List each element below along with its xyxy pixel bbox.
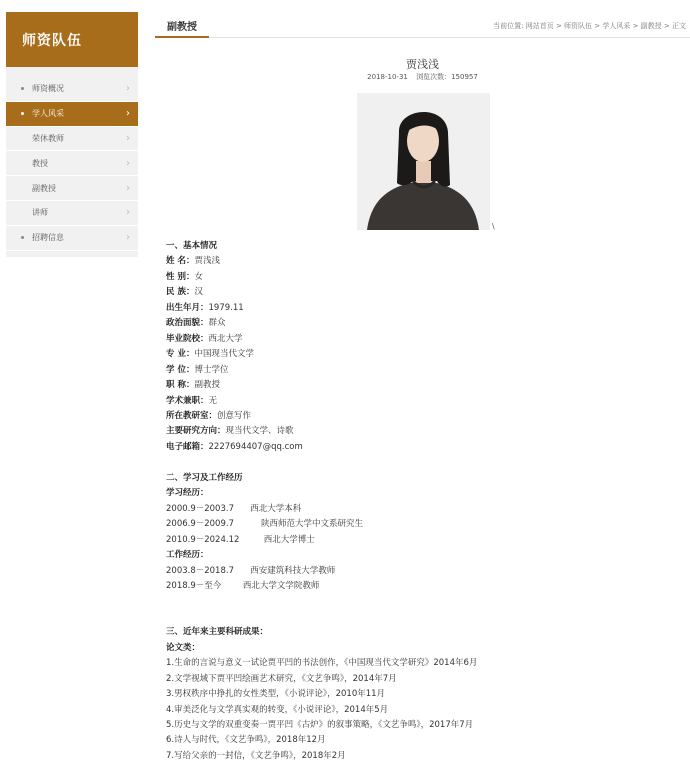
sidebar-item-label: 讲师 [32,208,48,218]
article-body [166,239,646,764]
section-heading-basic-info: 一、基本情况 [166,241,218,251]
sidebar-item-recruitment[interactable] [6,226,138,251]
info-row [166,378,646,393]
spacer [166,455,646,470]
sidebar-item-label: 副教授 [32,183,56,193]
study-desc: 西北大学博士 [263,534,315,545]
spacer [166,594,646,609]
email-value[interactable]: 222769440​7@qq.com [208,441,303,452]
info-key: 毕业院校： [166,333,209,344]
info-key: 专 业： [166,349,195,360]
info-value: 现当代文学、诗歌 [225,426,294,437]
view-count-label: 浏览次数： [416,73,452,81]
info-row [166,440,646,455]
info-value: 博士学位 [194,364,229,375]
sidebar-item-label: 师资概况 [32,84,64,94]
portrait-photo [357,93,490,230]
info-value: 群众 [208,318,226,329]
info-value: 中国现当代文学 [194,349,254,360]
info-value: 创意写作 [217,410,252,421]
sidebar-menu [6,67,138,257]
page-section-tab: 副教授 [155,14,209,38]
publish-date: 2018-10-31 [367,73,408,81]
chevron-right-icon: › [126,207,130,219]
chevron-right-icon: › [126,157,130,169]
info-key: 电子邮箱： [166,441,209,452]
chevron-right-icon: › [126,232,130,244]
period: 2006.9－2009.7 [166,519,234,530]
info-value: 贾浅浅 [194,256,220,267]
bullet-dot-icon [21,112,24,115]
info-row [166,316,646,331]
sidebar-item-lecturer[interactable] [6,201,138,226]
work-desc: 西北大学文学院教师 [242,580,320,591]
sidebar [6,12,138,257]
sidebar-item-label: 荣休教师 [32,133,64,143]
chevron-right-icon: › [126,182,130,194]
article-title: 贾浅浅 [406,58,439,71]
paper-item: 1.生命的言说与意义一试论贾平凹的书法创作，《中国现当代文学研究》2014年6月 [166,658,478,669]
article-meta [155,72,690,82]
work-label: 工作经历： [166,550,209,561]
section-heading-experience: 二、学习及工作经历 [166,472,243,483]
study-row [166,517,646,532]
view-count [416,73,478,81]
info-key: 出生年月： [166,302,209,313]
work-row [166,579,646,594]
sidebar-item-professor[interactable] [6,151,138,176]
content-header [155,14,690,38]
paper-item: 3.男权秩序中挣扎的女性类型，《小说评论》，2010年11月 [166,689,386,700]
info-key: 职 称： [166,380,195,391]
info-row [166,347,646,362]
paper-item: 6.诗人与时代，《文艺争鸣》，2018年12月 [166,735,326,746]
info-key: 性 别： [166,271,195,282]
info-row [166,270,646,285]
info-value: 1979.11 [208,302,244,313]
info-row [166,394,646,409]
study-row [166,502,646,517]
work-row [166,564,646,579]
work-desc: 西安建筑科技大学教师 [250,565,336,576]
info-key: 主要研究方向： [166,426,226,437]
info-row [166,285,646,300]
info-value: 女 [194,271,203,282]
info-key: 政治面貌： [166,318,209,329]
period: 2018.9－至今 [166,580,222,591]
section-heading-research: 三、近年来主要科研成果： [166,627,269,638]
info-key: 所在教研室： [166,410,218,421]
info-row [166,301,646,316]
info-value: 副教授 [194,380,220,391]
info-value: 汉 [194,287,203,298]
period: 2010.9－2024.12 [166,534,240,545]
chevron-right-icon: › [126,132,130,144]
study-desc: 陕西师范大学中文系研究生 [261,519,364,530]
breadcrumb[interactable]: 当前位置: 网站首页 > 师资队伍 > 学人风采 > 副教授 > 正文 [493,22,686,30]
sidebar-item-retired-faculty[interactable] [6,127,138,152]
bullet-dot-icon [21,87,24,90]
info-value: 无 [208,395,218,406]
study-row [166,533,646,548]
info-row [166,409,646,424]
info-row [166,363,646,378]
info-value: 西北大学 [208,333,243,344]
sidebar-item-label: 招聘信息 [32,233,64,243]
spacer [166,610,646,625]
period: 2000.9－2003.7 [166,503,234,514]
info-row [166,424,646,439]
chevron-right-icon: › [126,83,130,95]
chevron-right-icon: › [126,108,130,120]
stray-character: \ [492,222,495,231]
info-key: 民 族： [166,287,195,298]
view-count-value: 150957 [451,73,478,81]
sidebar-item-label: 学人风采 [32,109,64,119]
sidebar-title: 师资队伍 [6,12,138,67]
sidebar-item-label: 教授 [32,158,48,168]
study-desc: 西北大学本科 [250,503,302,514]
papers-label: 论文类： [166,642,201,653]
info-key: 学 位： [166,364,195,375]
study-label: 学习经历： [166,488,209,499]
paper-item: 2.文学视域下贾平凹绘画艺术研究，《文艺争鸣》，2014年7月 [166,673,397,684]
sidebar-item-associate-professor[interactable] [6,176,138,201]
info-key: 学术兼职： [166,395,209,406]
paper-item: 5.历史与文学的双重变奏一贾平凹《古炉》的叙事策略，《文艺争鸣》，2017年7月 [166,720,474,730]
info-row [166,332,646,347]
period: 2003.8－2018.7 [166,565,234,576]
bullet-dot-icon [21,236,24,239]
paper-item: 7.写给父亲的一封信，《文艺争鸣》，2018年2月 [166,750,346,761]
info-key: 姓 名： [166,256,195,267]
paper-item: 4.审美泛化与文学真实观的转变，《小说评论》，2014年5月 [166,704,389,715]
info-row [166,254,646,269]
sidebar-item-scholar-profiles[interactable] [6,102,138,127]
sidebar-item-faculty-overview[interactable] [6,77,138,102]
